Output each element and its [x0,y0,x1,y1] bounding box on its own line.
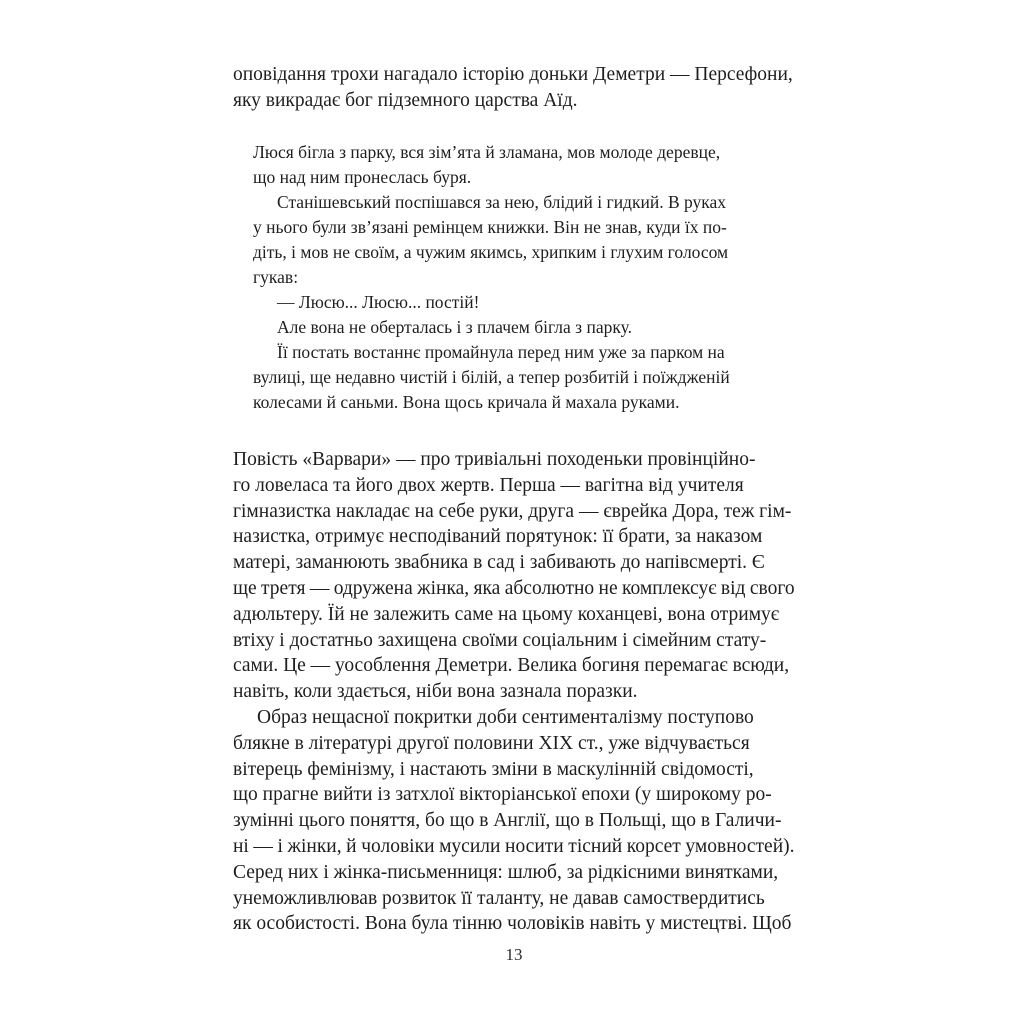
text-line: у нього були зв’язані ремінцем книжки. Він не знав, куди їх по- [253,217,727,237]
text-line: навіть, коли здається, ніби вона зазнала поразки. [233,681,638,703]
text-line: вітерець фемінізму, і настають зміни в маскулінній свідомості, [233,758,754,780]
text-line: ще третя — одружена жінка, яка абсолютно не комплексує від свого [233,577,795,599]
text-line: унеможливлював розвиток її таланту, не давав самоствердитись [233,887,765,909]
text-line: го ловеласа та його двох жертв. Перша — вагітна від учителя [233,474,744,496]
text-line: гімназистка накладає на себе руки, друга — єврейка Дора, теж гім- [233,500,792,522]
text-line: Повість «Варвари» — про тривіальні походеньки провінційно- [233,449,756,470]
text-line: Її постать востаннє промайнула перед ним уже за парком на [277,342,725,362]
block-quote [253,140,795,415]
page-number: 13 [505,945,523,964]
text-block [233,62,795,937]
text-line: зумінні цього поняття, бо що в Англії, що в Польщі, що в Галичи- [233,810,782,832]
text-line: сами. Це — уособлення Деметри. Велика богиня перемагає всюди, [233,655,790,677]
text-line: назистка, отримує несподіваний порятунок: її брати, за наказом [233,526,763,548]
text-line: колесами й саньми. Вона щось кричала й махала руками. [253,392,680,412]
text-line: як особистості. Вона була тінню чоловіків навіть у мистецтві. Щоб [233,913,792,935]
text-line: що над ним пронеслась буря. [253,167,472,187]
text-line: адюльтеру. Їй не залежить саме на цьому коханцеві, вона отримує [233,603,780,625]
text-line: Але вона не оберталась і з плачем бігла з парку. [277,317,632,337]
text-line: що прагне вийти із затхлої вікторіанської епохи (у широкому ро- [233,784,772,806]
body-text [233,447,795,937]
text-line: яку викрадає бог підземного царства Аїд. [233,90,578,111]
text-line: діть, і мов не своїм, а чужим якимсь, хрипким і глухим голосом [253,242,729,262]
text-line: оповідання трохи нагадало історію доньки Деметри — Персефони, [233,64,793,85]
text-line: — Люсю... Люсю... постій! [277,292,480,312]
text-line: втіху і достатньо захищена своїми соціальним і сімейним стату- [233,629,767,651]
text-line: блякне в літературі другої половини XIX ст., уже відчувається [233,732,750,754]
text-line: Станішевський поспішався за нею, блідий і гидкий. В руках [277,192,727,212]
text-line: ні — і жінки, й чоловіки мусили носити тісний корсет умовностей). [233,835,795,857]
text-line: Люся бігла з парку, вся зім’ята й зламана, мов молоде деревце, [253,142,721,162]
text-line: матері, заманюють звабника в сад і забивають до напівсмерті. Є [233,552,765,574]
text-line: Серед них і жінка-письменниця: шлюб, за рідкісними винятками, [233,861,779,883]
intro-paragraph [233,62,795,114]
text-line: вулиці, ще недавно чистій і білій, а тепер розбитій і поїждженій [253,367,730,387]
text-line: Образ нещасної покритки доби сентименталізму поступово [257,706,754,728]
text-line: гукав: [253,267,299,287]
